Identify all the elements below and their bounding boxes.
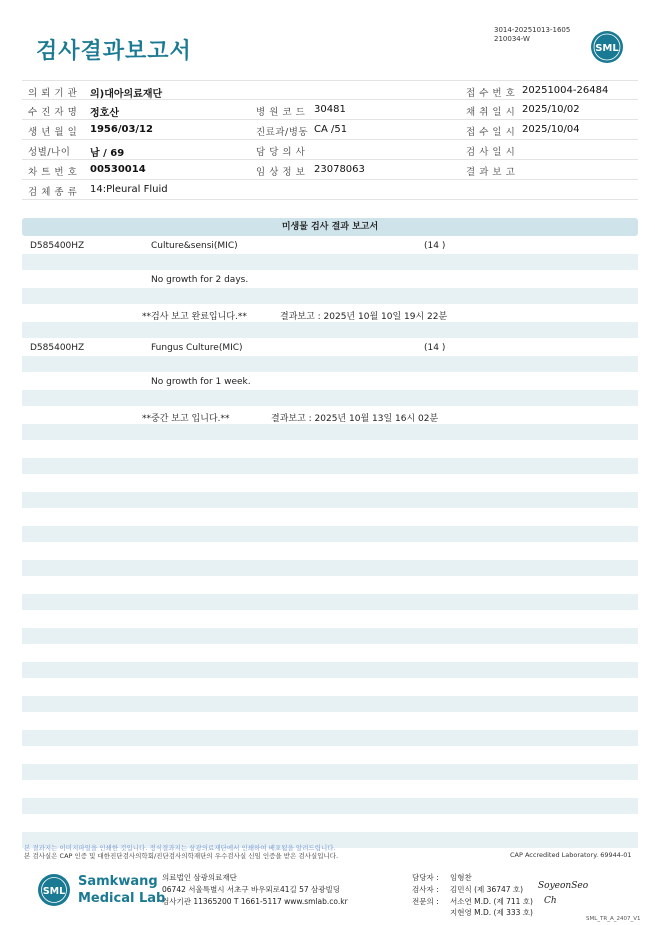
receipt-no-label: 접 수 번 호: [466, 88, 516, 99]
stripe-row: [22, 458, 638, 474]
stripe-row: [22, 730, 638, 746]
certification-text: 본 검사실은 CAP 인증 및 대한진단검사의학회/진단검사의학재단의 우수검사실 신임 인증을 받은 검사실입니다.: [24, 852, 339, 860]
test-status: **검사 보고 완료입니다.**: [142, 312, 247, 322]
stripe-row: [22, 492, 638, 508]
org-contact: 검사기관 11365200 T 1661-5117 www.smlab.co.kr: [162, 897, 348, 906]
info-row-birth: [22, 120, 638, 140]
manager-value: 임형찬: [450, 873, 472, 882]
stripe-row: [22, 424, 638, 440]
stripe-row: [22, 764, 638, 780]
form-code: SML_TR_A_2407_V1: [586, 916, 641, 922]
test-code: D585400HZ: [30, 241, 85, 251]
org-name: 의료법인 삼광의료재단: [162, 873, 237, 882]
test-name: Fungus Culture(MIC): [151, 343, 243, 353]
tester-value: 김민식 (제 36747 호): [450, 885, 524, 894]
test-report-time: 결과보고 : 2025년 10월 10일 19시 22분: [280, 312, 448, 322]
birth-value: 1956/03/12: [90, 124, 153, 135]
stripe-row: [22, 560, 638, 576]
manager-label: 담당자 :: [412, 873, 439, 882]
brand-name-line1: Samkwang: [78, 874, 158, 889]
specimen-label: 검 체 종 류: [28, 187, 78, 198]
signature-specialist: Ch: [544, 896, 557, 906]
clinical-label: 임 상 정 보: [256, 167, 306, 178]
dept-value: CA /51: [314, 124, 348, 135]
specialist-1: 서소연 M.D. (제 711 호): [450, 897, 533, 906]
birth-label: 생 년 월 일: [28, 127, 78, 138]
patient-label: 수 진 자 명: [28, 107, 78, 118]
document-code-line1: 3014-20251013-1605: [494, 26, 571, 34]
collect-date-value: 2025/10/02: [522, 104, 580, 115]
test-date-label: 검 사 일 시: [466, 147, 516, 158]
cap-accreditation: CAP Accredited Laboratory. 69944-01: [510, 851, 632, 859]
signature-tester: SoyeonSeo: [538, 881, 589, 891]
receipt-date-value: 2025/10/04: [522, 124, 580, 135]
clinical-value: 23078063: [314, 164, 365, 175]
document-code-line2: 210034-W: [494, 35, 530, 43]
test-code: D585400HZ: [30, 343, 85, 353]
doctor-label: 담 당 의 사: [256, 147, 306, 158]
org-address: 06742 서울특별시 서초구 바우뫼로41길 57 삼광빌딩: [162, 885, 341, 894]
info-row-sex-age: [22, 140, 638, 160]
collect-date-label: 채 취 일 시: [466, 107, 516, 118]
dept-label: 진료과/병동: [256, 127, 309, 138]
stripe-row: [22, 254, 638, 270]
chart-no-value: 00530014: [90, 164, 146, 175]
tester-label: 검사자 :: [412, 885, 439, 894]
test-count: (14 ): [424, 343, 446, 353]
stripe-row: [22, 526, 638, 542]
receipt-no-value: 20251004-26484: [522, 85, 609, 96]
stripe-row: [22, 288, 638, 304]
info-row-chart-no: [22, 160, 638, 180]
test-count: (14 ): [424, 241, 446, 251]
samkwang-logo-icon: [36, 872, 74, 908]
stripe-row: [22, 356, 638, 372]
hospital-code-label: 병 원 코 드: [256, 107, 306, 118]
info-row-specimen: [22, 180, 638, 200]
test-name: Culture&sensi(MIC): [151, 241, 238, 251]
test-status: **중간 보고 입니다.**: [142, 414, 230, 424]
info-row-requester: [22, 80, 638, 100]
test-result: No growth for 2 days.: [151, 275, 249, 285]
print-notice: 본 결과지는 이미지파일을 인쇄한 것입니다. 정식결과지는 삼광의료재단에서 인쇄하여 배포됨을 알려드립니다.: [24, 844, 336, 852]
info-row-patient: [22, 100, 638, 120]
receipt-date-label: 접 수 일 시: [466, 127, 516, 138]
sml-logo-text: SML: [595, 43, 619, 54]
stripe-row: [22, 696, 638, 712]
specimen-value: 14:Pleural Fluid: [90, 184, 168, 195]
sex-age-value: 남 / 69: [90, 148, 125, 159]
footer-logo-text: SML: [42, 886, 66, 897]
test-result: No growth for 1 week.: [151, 377, 251, 387]
report-heading: 미생물 검사 결과 보고서: [22, 218, 638, 236]
brand-name-line2: Medical Lab: [78, 891, 166, 906]
stripe-row: [22, 390, 638, 406]
sex-age-label: 성별/나이: [28, 147, 71, 158]
stripe-row: [22, 628, 638, 644]
patient-value: 정호산: [90, 108, 119, 119]
stripe-row: [22, 594, 638, 610]
result-report-label: 결 과 보 고: [466, 167, 516, 178]
specialist-label: 전문의 :: [412, 897, 439, 906]
stripe-row: [22, 798, 638, 814]
sml-logo-icon: [590, 30, 624, 64]
test-report-time: 결과보고 : 2025년 10월 13일 16시 02분: [271, 414, 439, 424]
chart-no-label: 차 트 번 호: [28, 167, 78, 178]
stripe-row: [22, 322, 638, 338]
hospital-code-value: 30481: [314, 104, 346, 115]
page-title: 검사결과보고서: [36, 39, 192, 64]
stripe-row: [22, 662, 638, 678]
document-code: [494, 26, 570, 44]
specialist-2: 지현영 M.D. (제 333 호): [450, 908, 533, 917]
requester-value: 의)대아의료재단: [90, 89, 163, 100]
requester-label: 의 뢰 기 관: [28, 88, 78, 99]
